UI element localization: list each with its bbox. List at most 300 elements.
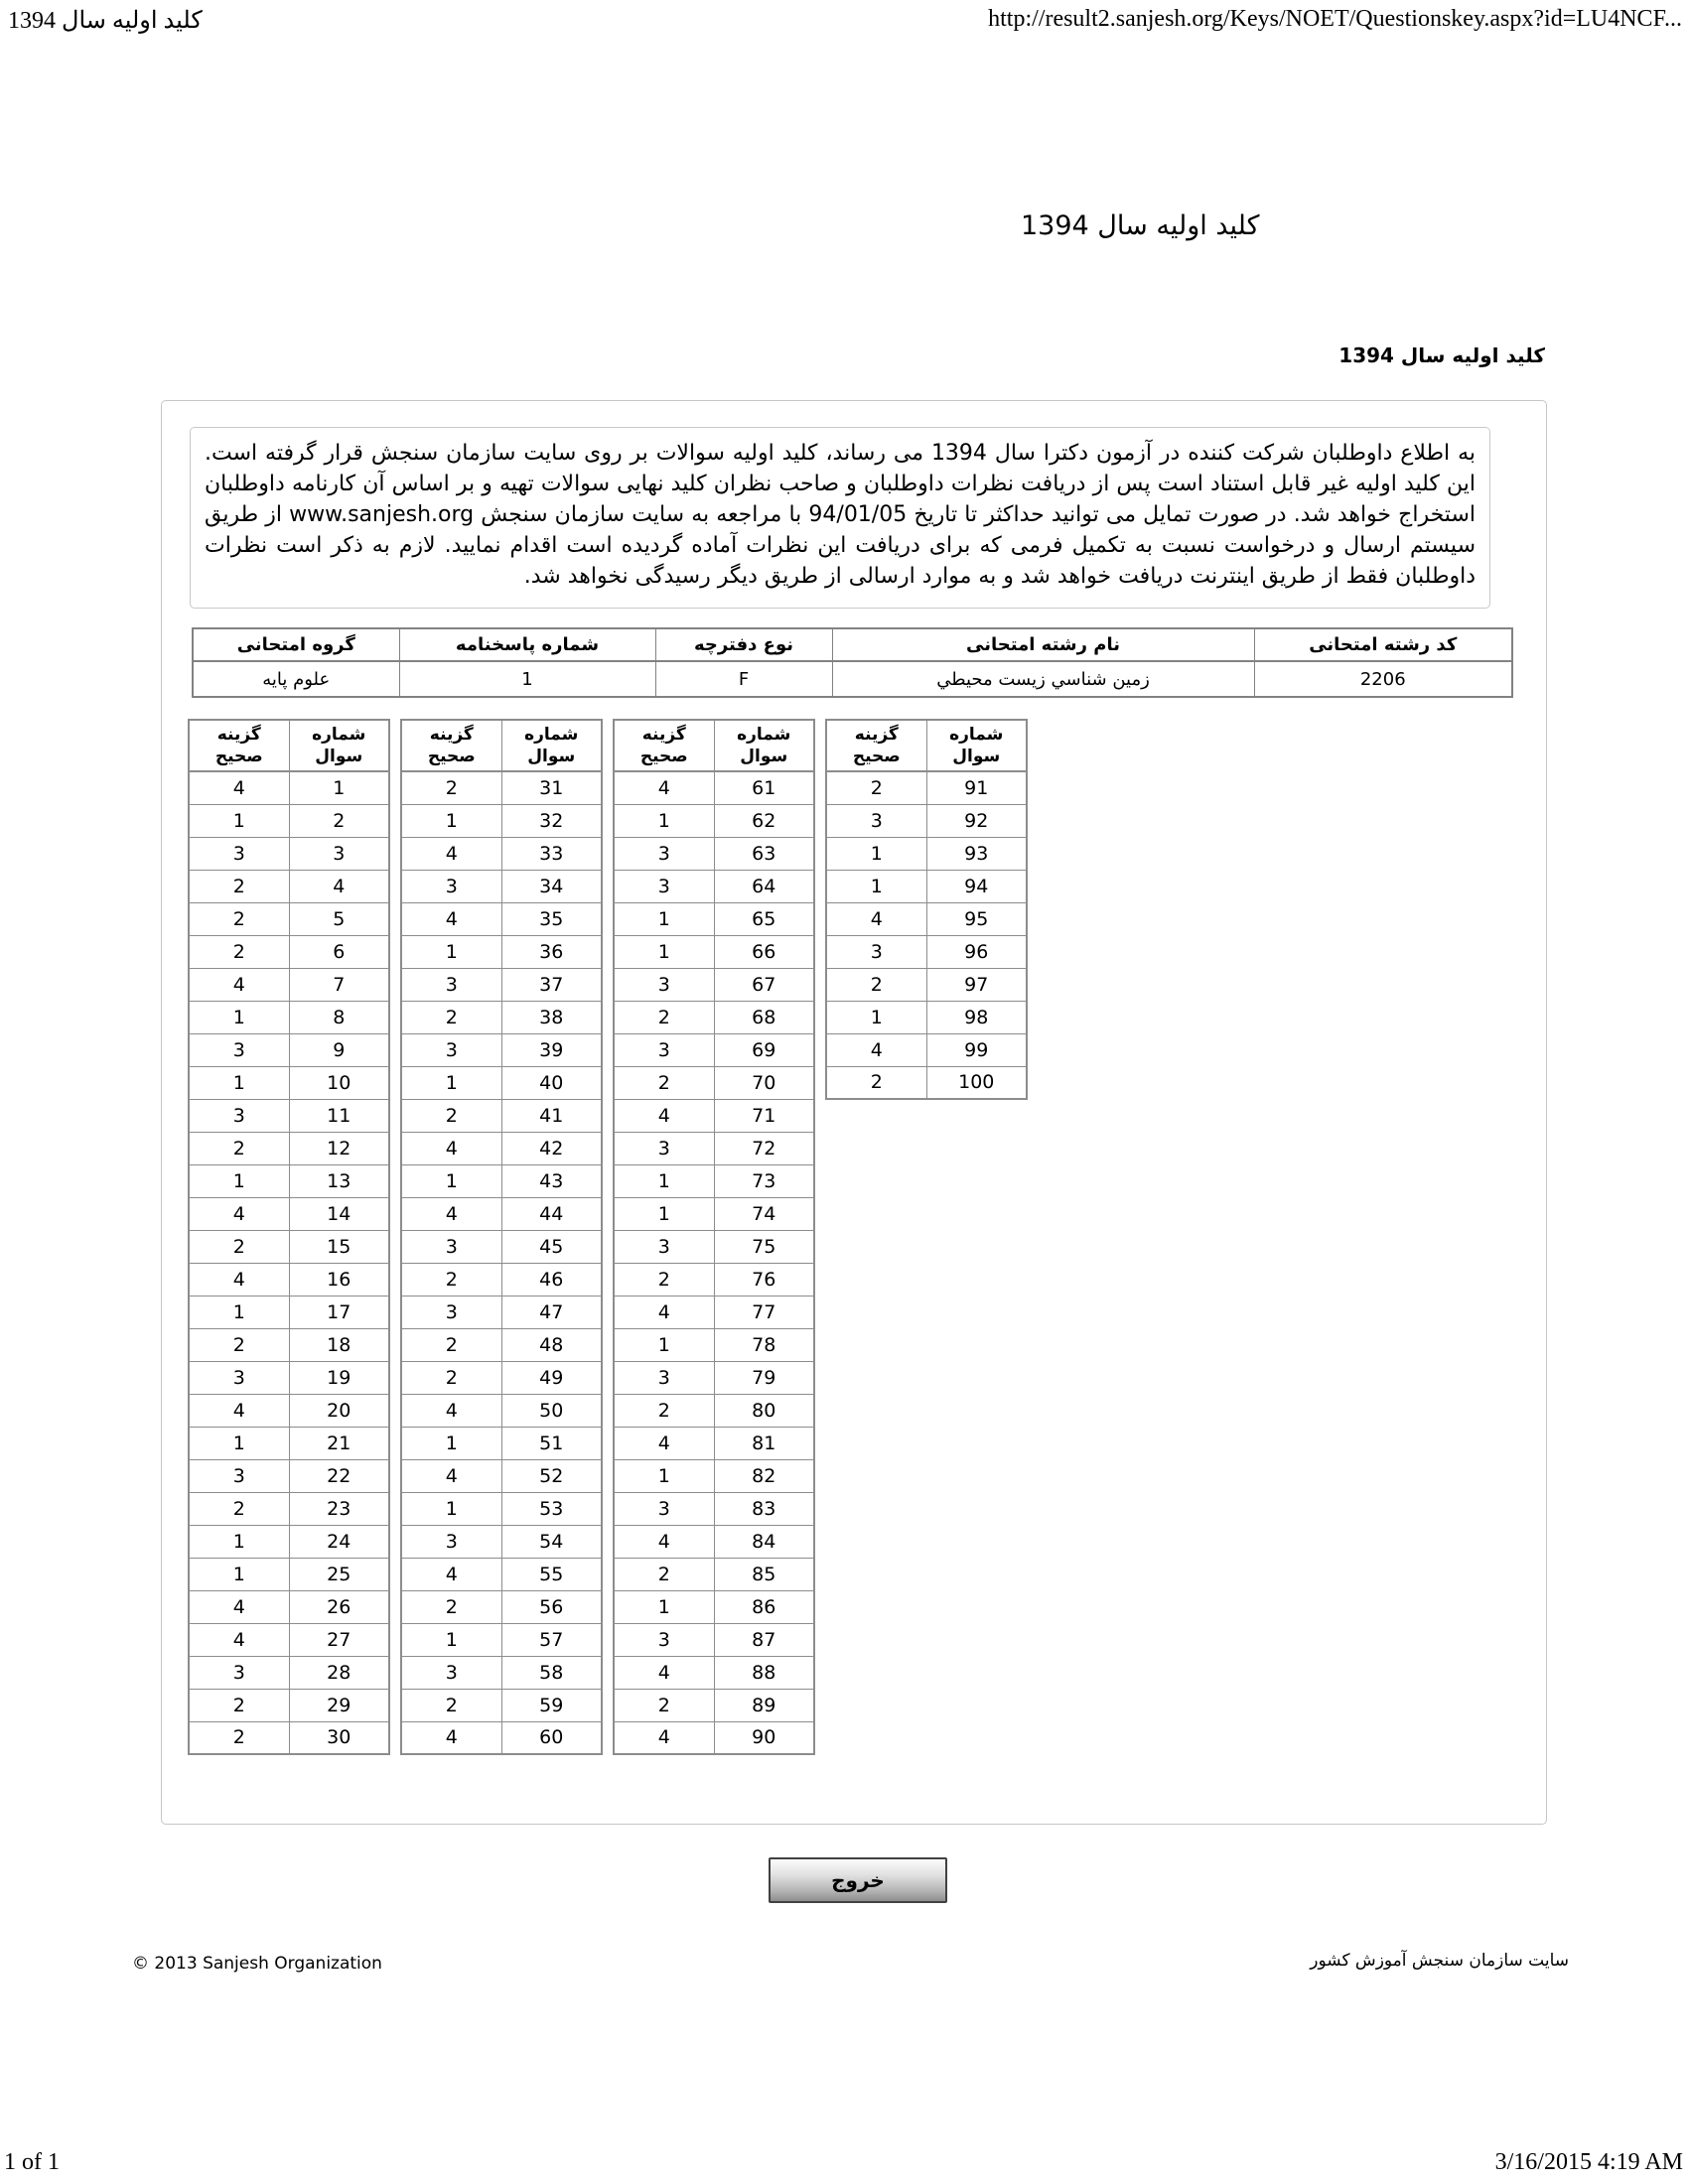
question-number: 9 (289, 1033, 389, 1066)
correct-option: 4 (614, 1656, 714, 1689)
correct-option: 1 (614, 902, 714, 935)
answer-row (189, 1099, 389, 1132)
correct-option: 2 (189, 1230, 289, 1263)
answer-row (189, 1197, 389, 1230)
answer-row (614, 1492, 814, 1525)
answer-header-row (614, 720, 814, 771)
correct-option: 1 (189, 1427, 289, 1459)
correct-option: 4 (189, 968, 289, 1001)
correct-option: 4 (401, 837, 501, 870)
question-number: 59 (501, 1689, 602, 1721)
question-number: 53 (501, 1492, 602, 1525)
correct-option: 2 (189, 935, 289, 968)
question-number: 21 (289, 1427, 389, 1459)
correct-option: 1 (614, 1459, 714, 1492)
answer-row (614, 1230, 814, 1263)
answer-row (614, 1721, 814, 1754)
answer-row (189, 1132, 389, 1164)
question-number: 90 (714, 1721, 814, 1754)
answer-col-header: گزینه صحیح (614, 720, 714, 771)
answer-row (614, 935, 814, 968)
site-name-text: سایت سازمان سنجش آموزش کشور (1310, 1951, 1569, 1971)
correct-option: 4 (614, 771, 714, 804)
answer-row (614, 1623, 814, 1656)
correct-option: 1 (401, 1427, 501, 1459)
copyright-text: © 2013 Sanjesh Organization (132, 1954, 382, 1974)
answer-row (614, 968, 814, 1001)
question-number: 31 (501, 771, 602, 804)
answer-row (189, 1656, 389, 1689)
question-number: 32 (501, 804, 602, 837)
question-number: 96 (926, 935, 1027, 968)
correct-option: 1 (189, 1164, 289, 1197)
answer-table (825, 719, 1028, 1100)
correct-option: 3 (189, 1656, 289, 1689)
answer-row (401, 1328, 602, 1361)
question-number: 51 (501, 1427, 602, 1459)
question-number: 82 (714, 1459, 814, 1492)
answer-row (614, 1066, 814, 1099)
correct-option: 1 (614, 1590, 714, 1623)
question-number: 38 (501, 1001, 602, 1033)
correct-option: 3 (401, 1656, 501, 1689)
answer-row (401, 1525, 602, 1558)
correct-option: 1 (401, 804, 501, 837)
question-number: 100 (926, 1066, 1027, 1099)
answer-row (614, 1296, 814, 1328)
question-number: 45 (501, 1230, 602, 1263)
correct-option: 4 (614, 1099, 714, 1132)
correct-option: 3 (614, 1361, 714, 1394)
answer-row (401, 771, 602, 804)
question-number: 17 (289, 1296, 389, 1328)
correct-option: 2 (401, 1328, 501, 1361)
question-number: 79 (714, 1361, 814, 1394)
answer-row (401, 935, 602, 968)
answer-row (614, 1459, 814, 1492)
question-number: 74 (714, 1197, 814, 1230)
question-number: 29 (289, 1689, 389, 1721)
question-number: 99 (926, 1033, 1027, 1066)
question-number: 86 (714, 1590, 814, 1623)
answer-row (401, 1459, 602, 1492)
answer-row (614, 1328, 814, 1361)
correct-option: 2 (189, 1721, 289, 1754)
question-number: 39 (501, 1033, 602, 1066)
answer-row (614, 1656, 814, 1689)
answer-row (401, 1263, 602, 1296)
question-number: 14 (289, 1197, 389, 1230)
correct-option: 2 (614, 1066, 714, 1099)
question-number: 19 (289, 1361, 389, 1394)
answer-row (614, 1558, 814, 1590)
exit-button[interactable]: خروج (769, 1857, 947, 1903)
answer-row (614, 1164, 814, 1197)
answer-row (189, 1558, 389, 1590)
correct-option: 4 (614, 1721, 714, 1754)
question-number: 16 (289, 1263, 389, 1296)
answer-header-row (189, 720, 389, 771)
info-col-header: نام رشته امتحانی (832, 628, 1254, 661)
answer-row (401, 1656, 602, 1689)
question-number: 12 (289, 1132, 389, 1164)
correct-option: 1 (401, 1623, 501, 1656)
question-col-header: شماره سوال (501, 720, 602, 771)
correct-option: 4 (189, 1623, 289, 1656)
answer-row (401, 1033, 602, 1066)
answer-row (614, 1525, 814, 1558)
question-col-header: شماره سوال (926, 720, 1027, 771)
answer-row (189, 1164, 389, 1197)
answer-row (826, 1001, 1027, 1033)
answer-row (189, 1001, 389, 1033)
answer-row (826, 1033, 1027, 1066)
question-number: 65 (714, 902, 814, 935)
question-number: 50 (501, 1394, 602, 1427)
answer-row (189, 1623, 389, 1656)
question-number: 71 (714, 1099, 814, 1132)
correct-option: 4 (189, 771, 289, 804)
answer-row (826, 870, 1027, 902)
correct-option: 3 (614, 837, 714, 870)
question-number: 1 (289, 771, 389, 804)
question-number: 49 (501, 1361, 602, 1394)
question-number: 87 (714, 1623, 814, 1656)
question-number: 84 (714, 1525, 814, 1558)
answer-row (401, 1558, 602, 1590)
question-number: 30 (289, 1721, 389, 1754)
question-number: 47 (501, 1296, 602, 1328)
answer-row (826, 902, 1027, 935)
answer-table (188, 719, 390, 1755)
info-value: F (655, 661, 832, 697)
answer-header-row (826, 720, 1027, 771)
correct-option: 3 (826, 804, 926, 837)
question-number: 60 (501, 1721, 602, 1754)
answer-row (614, 1197, 814, 1230)
question-number: 40 (501, 1066, 602, 1099)
answer-row (614, 1033, 814, 1066)
answer-col-header: گزینه صحیح (401, 720, 501, 771)
answer-row (401, 1230, 602, 1263)
correct-option: 4 (401, 1459, 501, 1492)
question-number: 70 (714, 1066, 814, 1099)
question-number: 37 (501, 968, 602, 1001)
answer-row (189, 870, 389, 902)
info-col-header: شماره پاسخنامه (399, 628, 655, 661)
correct-option: 2 (614, 1394, 714, 1427)
question-number: 78 (714, 1328, 814, 1361)
correct-option: 2 (614, 1558, 714, 1590)
answer-row (401, 1492, 602, 1525)
correct-option: 3 (614, 1132, 714, 1164)
question-number: 61 (714, 771, 814, 804)
answer-row (401, 968, 602, 1001)
answer-row (826, 837, 1027, 870)
answer-row (401, 1394, 602, 1427)
question-number: 64 (714, 870, 814, 902)
correct-option: 1 (189, 1296, 289, 1328)
print-timestamp: 3/16/2015 4:19 AM (1494, 2149, 1683, 2175)
answer-row (401, 1721, 602, 1754)
page-number: 1 of 1 (4, 2149, 60, 2175)
info-value: 2206 (1254, 661, 1512, 697)
question-number: 41 (501, 1099, 602, 1132)
answer-row (189, 1361, 389, 1394)
correct-option: 4 (401, 902, 501, 935)
question-number: 2 (289, 804, 389, 837)
correct-option: 3 (401, 1525, 501, 1558)
correct-option: 2 (401, 1689, 501, 1721)
question-number: 52 (501, 1459, 602, 1492)
question-number: 77 (714, 1296, 814, 1328)
correct-option: 1 (614, 804, 714, 837)
correct-option: 2 (189, 1328, 289, 1361)
question-number: 22 (289, 1459, 389, 1492)
correct-option: 2 (826, 771, 926, 804)
question-number: 13 (289, 1164, 389, 1197)
answer-row (189, 1459, 389, 1492)
answer-row (401, 1361, 602, 1394)
correct-option: 2 (401, 1590, 501, 1623)
correct-option: 1 (401, 1492, 501, 1525)
question-col-header: شماره سوال (714, 720, 814, 771)
question-number: 11 (289, 1099, 389, 1132)
correct-option: 1 (189, 804, 289, 837)
answer-row (401, 1001, 602, 1033)
answer-row (401, 1197, 602, 1230)
answer-row (614, 804, 814, 837)
question-number: 44 (501, 1197, 602, 1230)
question-number: 18 (289, 1328, 389, 1361)
correct-option: 3 (189, 837, 289, 870)
correct-option: 3 (401, 870, 501, 902)
correct-option: 2 (614, 1263, 714, 1296)
question-number: 57 (501, 1623, 602, 1656)
correct-option: 4 (614, 1296, 714, 1328)
answer-row (189, 1394, 389, 1427)
question-number: 42 (501, 1132, 602, 1164)
question-number: 24 (289, 1525, 389, 1558)
answer-row (401, 1066, 602, 1099)
correct-option: 1 (614, 1328, 714, 1361)
answer-row (614, 1427, 814, 1459)
answer-row (189, 837, 389, 870)
question-number: 76 (714, 1263, 814, 1296)
answer-row (614, 1361, 814, 1394)
question-number: 43 (501, 1164, 602, 1197)
correct-option: 1 (401, 1164, 501, 1197)
info-col-header: گروه امتحانی (193, 628, 399, 661)
answer-row (189, 804, 389, 837)
correct-option: 2 (189, 870, 289, 902)
question-number: 81 (714, 1427, 814, 1459)
correct-option: 4 (401, 1558, 501, 1590)
question-number: 27 (289, 1623, 389, 1656)
correct-option: 2 (189, 1132, 289, 1164)
answer-row (826, 771, 1027, 804)
info-col-header: نوع دفترچه (655, 628, 832, 661)
answer-header-row (401, 720, 602, 771)
answer-row (189, 1230, 389, 1263)
question-number: 63 (714, 837, 814, 870)
correct-option: 4 (614, 1525, 714, 1558)
info-value: 1 (399, 661, 655, 697)
question-number: 23 (289, 1492, 389, 1525)
correct-option: 2 (401, 1099, 501, 1132)
question-number: 15 (289, 1230, 389, 1263)
correct-option: 2 (401, 771, 501, 804)
correct-option: 2 (614, 1689, 714, 1721)
answer-row (189, 1590, 389, 1623)
answer-row (401, 1590, 602, 1623)
answer-row (401, 804, 602, 837)
correct-option: 4 (826, 902, 926, 935)
question-number: 97 (926, 968, 1027, 1001)
answer-row (189, 1066, 389, 1099)
correct-option: 1 (614, 1197, 714, 1230)
correct-option: 3 (614, 1492, 714, 1525)
question-number: 75 (714, 1230, 814, 1263)
question-number: 68 (714, 1001, 814, 1033)
question-number: 48 (501, 1328, 602, 1361)
correct-option: 2 (401, 1001, 501, 1033)
answer-row (614, 870, 814, 902)
question-number: 94 (926, 870, 1027, 902)
question-number: 69 (714, 1033, 814, 1066)
correct-option: 3 (614, 1623, 714, 1656)
question-number: 54 (501, 1525, 602, 1558)
question-number: 93 (926, 837, 1027, 870)
correct-option: 3 (826, 935, 926, 968)
info-col-header: کد رشته امتحانی (1254, 628, 1512, 661)
info-value: زمین شناسي زیست محیطي (832, 661, 1254, 697)
print-header-title: کلید اولیه سال 1394 (8, 8, 203, 34)
correct-option: 3 (401, 1033, 501, 1066)
answer-row (189, 1328, 389, 1361)
answer-row (189, 1689, 389, 1721)
answer-row (189, 1492, 389, 1525)
correct-option: 3 (401, 1296, 501, 1328)
question-number: 5 (289, 902, 389, 935)
question-number: 85 (714, 1558, 814, 1590)
answer-row (614, 1689, 814, 1721)
question-number: 46 (501, 1263, 602, 1296)
answer-row (401, 1296, 602, 1328)
content-panel (161, 400, 1547, 1825)
correct-option: 3 (614, 870, 714, 902)
correct-option: 1 (401, 935, 501, 968)
answer-row (189, 935, 389, 968)
print-header-url: http://result2.sanjesh.org/Keys/NOET/Questionskey.aspx?id=LU4NCF... (988, 6, 1682, 32)
correct-option: 1 (189, 1558, 289, 1590)
correct-option: 3 (614, 1033, 714, 1066)
correct-option: 1 (826, 837, 926, 870)
answer-row (401, 1164, 602, 1197)
correct-option: 1 (614, 935, 714, 968)
correct-option: 2 (826, 968, 926, 1001)
question-number: 72 (714, 1132, 814, 1164)
question-number: 88 (714, 1656, 814, 1689)
question-number: 91 (926, 771, 1027, 804)
question-number: 35 (501, 902, 602, 935)
correct-option: 4 (401, 1394, 501, 1427)
answer-table (613, 719, 815, 1755)
answer-row (614, 1263, 814, 1296)
answer-row (826, 935, 1027, 968)
correct-option: 4 (189, 1394, 289, 1427)
answer-row (614, 837, 814, 870)
answer-row (189, 902, 389, 935)
correct-option: 2 (189, 1689, 289, 1721)
answer-row (189, 1427, 389, 1459)
correct-option: 4 (189, 1197, 289, 1230)
notice-text: به اطلاع داوطلبان شرکت کننده در آزمون دکترا سال 1394 می رساند، کلید اولیه سوالات بر روی سایت سازمان سنجش قرار گرفته است. این کلید اولیه غیر قابل استناد است پس از دریافت نظرات داوطلبان و صاحب نظران کلید نهایی سوالات تهیه و بر اساس آن کارنامه داوطلبان استخراج خواهد شد. در صورت تمایل می توانید حداکثر تا تاریخ 94/01/05 با مراجعه به سایت سازمان سنجش www.sanjesh.org از طریق سیستم ارسال و درخواست نسبت به تکمیل فرمی که برای دریافت این نظرات آماده گردیده است اقدام نمایید. لازم به ذکر است نظرات داوطلبان فقط از طریق اینترنت دریافت خواهد شد و به موارد ارسالی از طریق دیگر رسیدگی نخواهد شد. (205, 441, 1476, 589)
correct-option: 1 (826, 870, 926, 902)
correct-option: 1 (189, 1525, 289, 1558)
correct-option: 3 (189, 1459, 289, 1492)
answer-row (614, 771, 814, 804)
answer-row (826, 804, 1027, 837)
answer-row (189, 1721, 389, 1754)
answer-row (401, 902, 602, 935)
correct-option: 2 (614, 1001, 714, 1033)
answer-row (401, 1623, 602, 1656)
question-number: 28 (289, 1656, 389, 1689)
correct-option: 4 (826, 1033, 926, 1066)
question-number: 10 (289, 1066, 389, 1099)
correct-option: 1 (826, 1001, 926, 1033)
answer-row (189, 1263, 389, 1296)
answer-row (189, 1525, 389, 1558)
answer-table (400, 719, 603, 1755)
correct-option: 4 (401, 1197, 501, 1230)
section-title: کلید اولیه سال 1394 (1338, 343, 1545, 367)
answer-row (401, 1132, 602, 1164)
correct-option: 2 (189, 1492, 289, 1525)
question-number: 92 (926, 804, 1027, 837)
question-number: 58 (501, 1656, 602, 1689)
answer-row (826, 1066, 1027, 1099)
correct-option: 2 (189, 902, 289, 935)
question-number: 98 (926, 1001, 1027, 1033)
question-number: 4 (289, 870, 389, 902)
answer-row (401, 1099, 602, 1132)
answer-key-tables (188, 719, 1028, 1755)
correct-option: 3 (614, 1230, 714, 1263)
answer-row (614, 902, 814, 935)
correct-option: 3 (189, 1361, 289, 1394)
answer-row (401, 837, 602, 870)
correct-option: 4 (401, 1721, 501, 1754)
correct-option: 2 (826, 1066, 926, 1099)
correct-option: 1 (401, 1066, 501, 1099)
question-number: 36 (501, 935, 602, 968)
question-number: 67 (714, 968, 814, 1001)
question-number: 33 (501, 837, 602, 870)
answer-row (189, 1033, 389, 1066)
answer-row (401, 870, 602, 902)
correct-option: 3 (401, 1230, 501, 1263)
answer-row (189, 771, 389, 804)
correct-option: 3 (401, 968, 501, 1001)
info-value: علوم پایه (193, 661, 399, 697)
answer-row (189, 968, 389, 1001)
correct-option: 4 (189, 1590, 289, 1623)
correct-option: 2 (401, 1263, 501, 1296)
question-number: 8 (289, 1001, 389, 1033)
notice-box (190, 427, 1490, 609)
